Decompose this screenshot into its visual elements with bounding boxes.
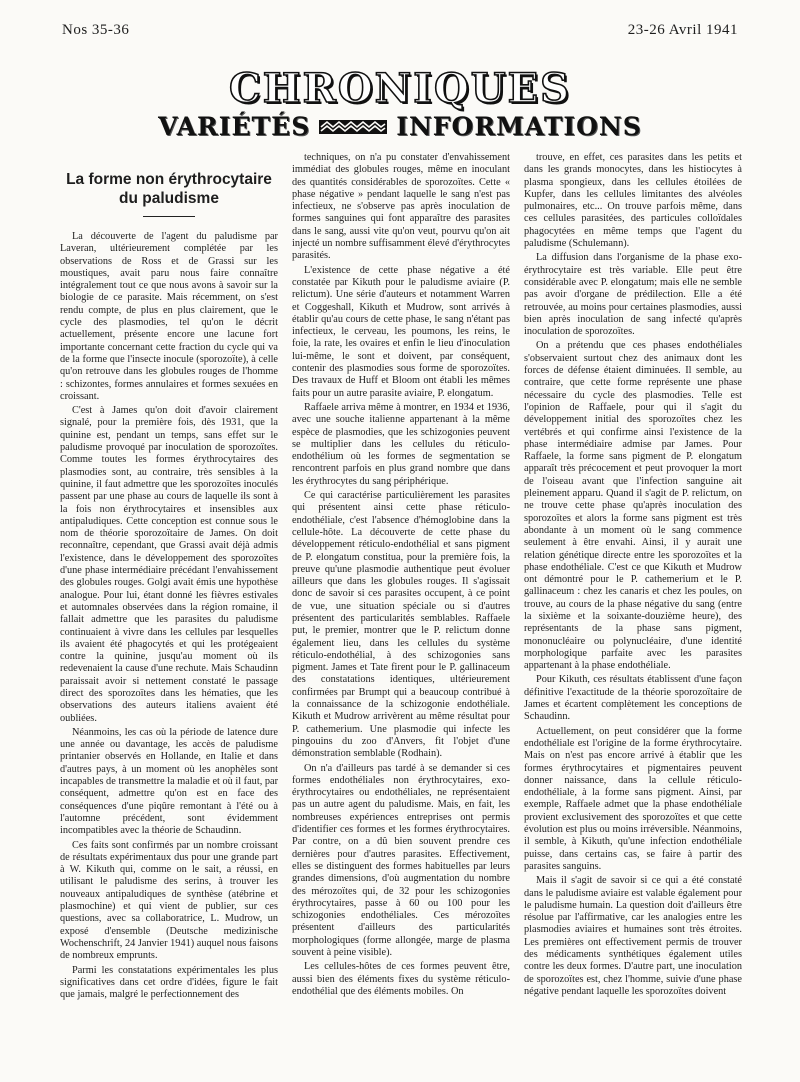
paragraph: Parmi les constatations expérimentales les plus significatives dans cet ordre d'idées, figure le fait que jamais, malgré le perfectionnement des [60, 964, 278, 1001]
running-header [62, 22, 738, 39]
column-3 [524, 152, 742, 1072]
paragraph: Actuellement, on peut considérer que la forme endothéliale est l'origine de la forme érythrocytaire. Mais on n'est pas encore arrivé à établir que les formes érythrocytaires et pigmentaires peuvent donner naissance, dans la cellule réticulo-endothéliale, à la forme sans pigment. Ainsi, par exemple, Raffaele admet que la phase endothéliale provient exclusivement des sporozoïtes et que cette évolution est plus ou moins irréversible. Néanmoins, il semble, à Kikuth, qu'une infection endothéliale puisse, dans certains cas, se faire à partir des parasites sanguins. [524, 725, 742, 872]
paragraph: Les cellules-hôtes de ces formes peuvent être, aussi bien des éléments fixes du système réticulo-endothélial que des éléments mobiles. On [292, 961, 510, 997]
paragraph: La diffusion dans l'organisme de la phase exo-érythrocytaire est très variable. Elle peut être considérable avec P. elongatum; mais elle ne semble pas avoir d'organe de prédilection. Elle a été retrouvée, au moins pour certaines plasmodies, aussi bien après inoculation de sang infecté qu'après inoculation de sporozoïtes. [524, 252, 742, 338]
column-1 [60, 152, 278, 1072]
section-banner [0, 65, 800, 141]
paragraph: Néanmoins, les cas où la période de latence dure une année ou davantage, les accès de paludisme printanier observés en Hollande, en Italie et dans d'autres pays, à un moment où les anophèles sont incapables de transmettre la maladie et où il faut, par conséquent, admettre qu'on est en face des conséquences d'une piqûre remontant à l'été ou à l'automne précédent, sont évidemment incompatibles avec la théorie de Schaudinn. [60, 726, 278, 837]
paragraph: Pour Kikuth, ces résultats établissent d'une façon définitive l'exactitude de la théorie sporozoïtaire de James et écartent complètement les conceptions de Schaudinn. [524, 674, 742, 723]
banner-left-word: VARIÉTÉS [158, 112, 311, 141]
article-body [60, 152, 744, 1072]
paragraph: C'est à James qu'on doit d'avoir clairement signalé, pour la première fois, dès 1931, que la quinine est, pendant un temps, sans effet sur le paludisme provoqué par inoculation de sporozoïtes. Comme toutes les formes érythrocytaires des plasmodies sont, au contraire, très sensibles à la quinine, il faut admettre que les sporozoïtes inoculés passent par une phase au cours de laquelle ils sont à la fois non érythrocytaires et insensibles aux antipaludiques. Cette conception est connue sous le nom de théorie sporozoïtaire de James. On doit reconnaître, cependant, que Grassi avait déjà admis l'existence, dans le développement des sporozoïtes d'une phase intermédiaire précédant l'envahissement des globules rouges. Golgi avait émis une hypothèse analogue. Pour lui, étant donné les fièvres estivales et automnales observées dans la région romaine, il fallait admettre que les parasites du paludisme continuaient à vivre dans les cellules par lesquelles ils avaient été phagocytés et qui les protégeaient contre la quinine, jusqu'au moment où ils redevenaient la cause d'une rechute. Mais Schaudinn paraissait avoir si nettement constaté le passage direct des sporozoïtes dans les hématies, que les observations des auteurs italiens avaient été oubliées. [60, 405, 278, 724]
paragraph: Raffaele arriva même à montrer, en 1934 et 1936, avec une souche italienne appartenant à la même espèce de plasmodies, que les schizogonies peuvent se multiplier dans les cellules du réticulo-endothélium où les formes de segmentation se rencontrent parfois en plus grand nombre que dans les érythrocytes du sang périphérique. [292, 401, 510, 487]
banner-subtitle [0, 112, 800, 141]
column-2 [292, 152, 510, 1072]
paragraph: La découverte de l'agent du paludisme par Laveran, ultérieurement complétée par les observations de Ross et de Grassi sur les moustiques, avait paru nous faire connaître intégralement tout ce que nous avons à savoir sur la biologie de ce parasite. Mais récemment, on s'est rendu compte, de plus en plus clairement, que le cycle des plasmodies, tel qu'on le décrit actuellement, présente encore une lacune fort importante concernant cette fraction du cycle qui va de la forme que l'insecte inocule (sporozoïte), à celle qu'on retrouve dans les globules rouges de l'homme : schizontes, formes annulaires et formes sexuées en croissant. [60, 231, 278, 402]
issue-date: 23-26 Avril 1941 [627, 22, 738, 38]
paragraph: On a prétendu que ces phases endothéliales s'observaient surtout chez des animaux dont les forces de défense étaient diminuées. Il semble, au contraire, que cette forme représente une phase nécessaire du cycle des plasmodies. Telle est l'opinion de Raffaele, pour qui il s'agit du développement initial des sporozoïtes chez les vertébrés et qui confirme ainsi l'existence de la phase intermédiaire admise par James. Pour Raffaele, la forme sans pigment de P. elongatum apparaît très précocement et peut provoquer la mort de l'oiseau avant que l'infection sanguine ait pleinement apparu. Quand il s'agit de P. relictum, on ne trouve cette phase qu'après inoculation des sporozoïtes et alors la forme sans pigment est très abondante à un moment où le sang commence seulement à être envahi. Ainsi, il y aurait une relation génétique directe entre les sporozoïtes et la phase endothéliale. C'est ce que Kikuth et Mudrow ont démontré pour le P. cathemerium et le P. gallinaceum : chez les canaris et chez les poules, on trouve, au cours de la phase négative du sang (entre la sixième et la soixante-douzième heure), des représentants de la phase sans pigment, mononucléaire ou polynucléaire, d'une identité morphologique parfaite avec les parasites appartenant à la phase endothéliale. [524, 340, 742, 672]
paragraph: Mais il s'agit de savoir si ce qui a été constaté dans le paludisme aviaire est valable également pour le paludisme humain. La question doit d'ailleurs être résolue par l'affirmative, car les analogies entre les plasmodies aviaires et humaines sont très étroites. Les premières ont effectivement permis de trouver des médicaments synthétiques également utiles contre les deux formes. D'autre part, une inoculation de sporozoïtes est, chez l'homme, suivie d'une phase négative pendant laquelle les sporozoïtes doivent [524, 875, 742, 997]
ornament-icon [318, 118, 388, 136]
paragraph: techniques, on n'a pu constater d'envahissement immédiat des globules rouges, même en inoculant des quantités considérables de sporozoïtes. Cette « phase négative » pendant laquelle le sang n'est pas infectieux, ne s'observe pas après inoculation de formes sanguines qui font apparaître des parasites dans le sang, aussi vite qu'on veut, pourvu qu'on ait injecté un nombre suffisamment élevé d'érythrocytes parasités. [292, 152, 510, 262]
paragraph: L'existence de cette phase négative a été constatée par Kikuth pour le paludisme aviaire (P. relictum). Une série d'auteurs et notamment Warren et Coggeshall, Kikuth et Mudrow, sont arrivés à établir qu'au cours de cette phase, le sang n'étant pas infectieux, le cerveau, les poumons, les reins, le foie, la rate, les ovaires et enfin le lieu d'inoculation lui-même, le sont et doivent, par conséquent, contenir des plasmodies sous forme de sporozoïtes. Des travaux de Huff et Bloom ont établi les mêmes faits pour un autre parasite aviaire, P. elongatum. [292, 264, 510, 399]
issue-number: Nos 35-36 [62, 22, 130, 38]
paragraph: On n'a d'ailleurs pas tardé à se demander si ces formes endothéliales non érythrocytaires, exo-érythrocytaires ou endothéliales, ne représentaient pas un autre agent du paludisme. Mais, en fait, les nombreuses expériences entreprises ont permis d'identifier ces formes et les formes érythrocytaires. Par contre, on a dû bien souvent prendre ces dernières pour d'autres parasites. Effectivement, elles se distinguent des formes habituelles par leurs grandes dimensions, d'où augmentation du nombre des mérozoïtes qui, de 32 pour les schizogonies érythrocytaires, passe à 60 ou 100 pour les schizogonies endothéliales. Ces mérozoïtes présentent d'ailleurs des particularités morphologiques (forme allongée, marge de plasma souvent à peine visible). [292, 762, 510, 958]
paragraph: trouve, en effet, ces parasites dans les petits et dans les grands monocytes, dans les histiocytes à plasma spongieux, dans les cellules étoilées de Kupfer, dans les cellules limitantes des alvéoles pulmonaires, etc... On trouve parfois même, dans ces cellules parasitées, des particules colloïdales phagocytées en même temps que l'agent du paludisme (Schulemann). [524, 152, 742, 250]
paragraph: Ce qui caractérise particulièrement les parasites qui présentent ainsi cette phase réticulo-endothéliale, c'est l'absence d'hémoglobine dans la cellule-hôte. La découverte de cette phase du développement réticulo-endothélial et sans pigment de P. elongatum constitua, pour la première fois, la preuve qu'une plasmodie authentique peut évoluer ailleurs que dans les globules rouges. Il s'agissait donc de savoir si ces parasites occupent, à ce point de vue, une situation spéciale ou si d'autres présentent des particularités semblables. Raffaele put, le premier, montrer que le P. relictum donne également lieu, dans les cellules du système réticulo-endothélial, à des schizogonies sans pigment. James et Tate firent pour le P. gallinaceum des constatations identiques, ultérieurement confirmées par Brumpt qui a beaucoup contribué à la connaissance de la schizogonie endothéliale. Kikuth et Mudrow arrivèrent au même résultat pour P. cathemerium. Une plasmodie qui infecte les pingouins du zoo d'Anvers, fit l'objet d'une démonstration semblable (Rodhain). [292, 490, 510, 760]
paragraph: Ces faits sont confirmés par un nombre croissant de résultats expérimentaux dus pour une grande part à W. Kikuth qui, comme on le sait, a réussi, en utilisant le paludisme des serins, à trouver les nouveaux antipaludiques de synthèse (atébrine et plasmochine) et qui vient de publier, sur ces questions, avec sa collaboratrice, L. Mudrow, un exposé d'ensemble (Deutsche medizinische Wochenschrift, 24 Janvier 1941) auquel nous faisons de nombreux emprunts. [60, 839, 278, 962]
banner-right-word: INFORMATIONS [396, 112, 642, 141]
article-title: La forme non érythrocytaire du paludisme [66, 171, 272, 207]
title-divider [143, 216, 195, 217]
banner-title: CHRONIQUES [228, 65, 572, 112]
